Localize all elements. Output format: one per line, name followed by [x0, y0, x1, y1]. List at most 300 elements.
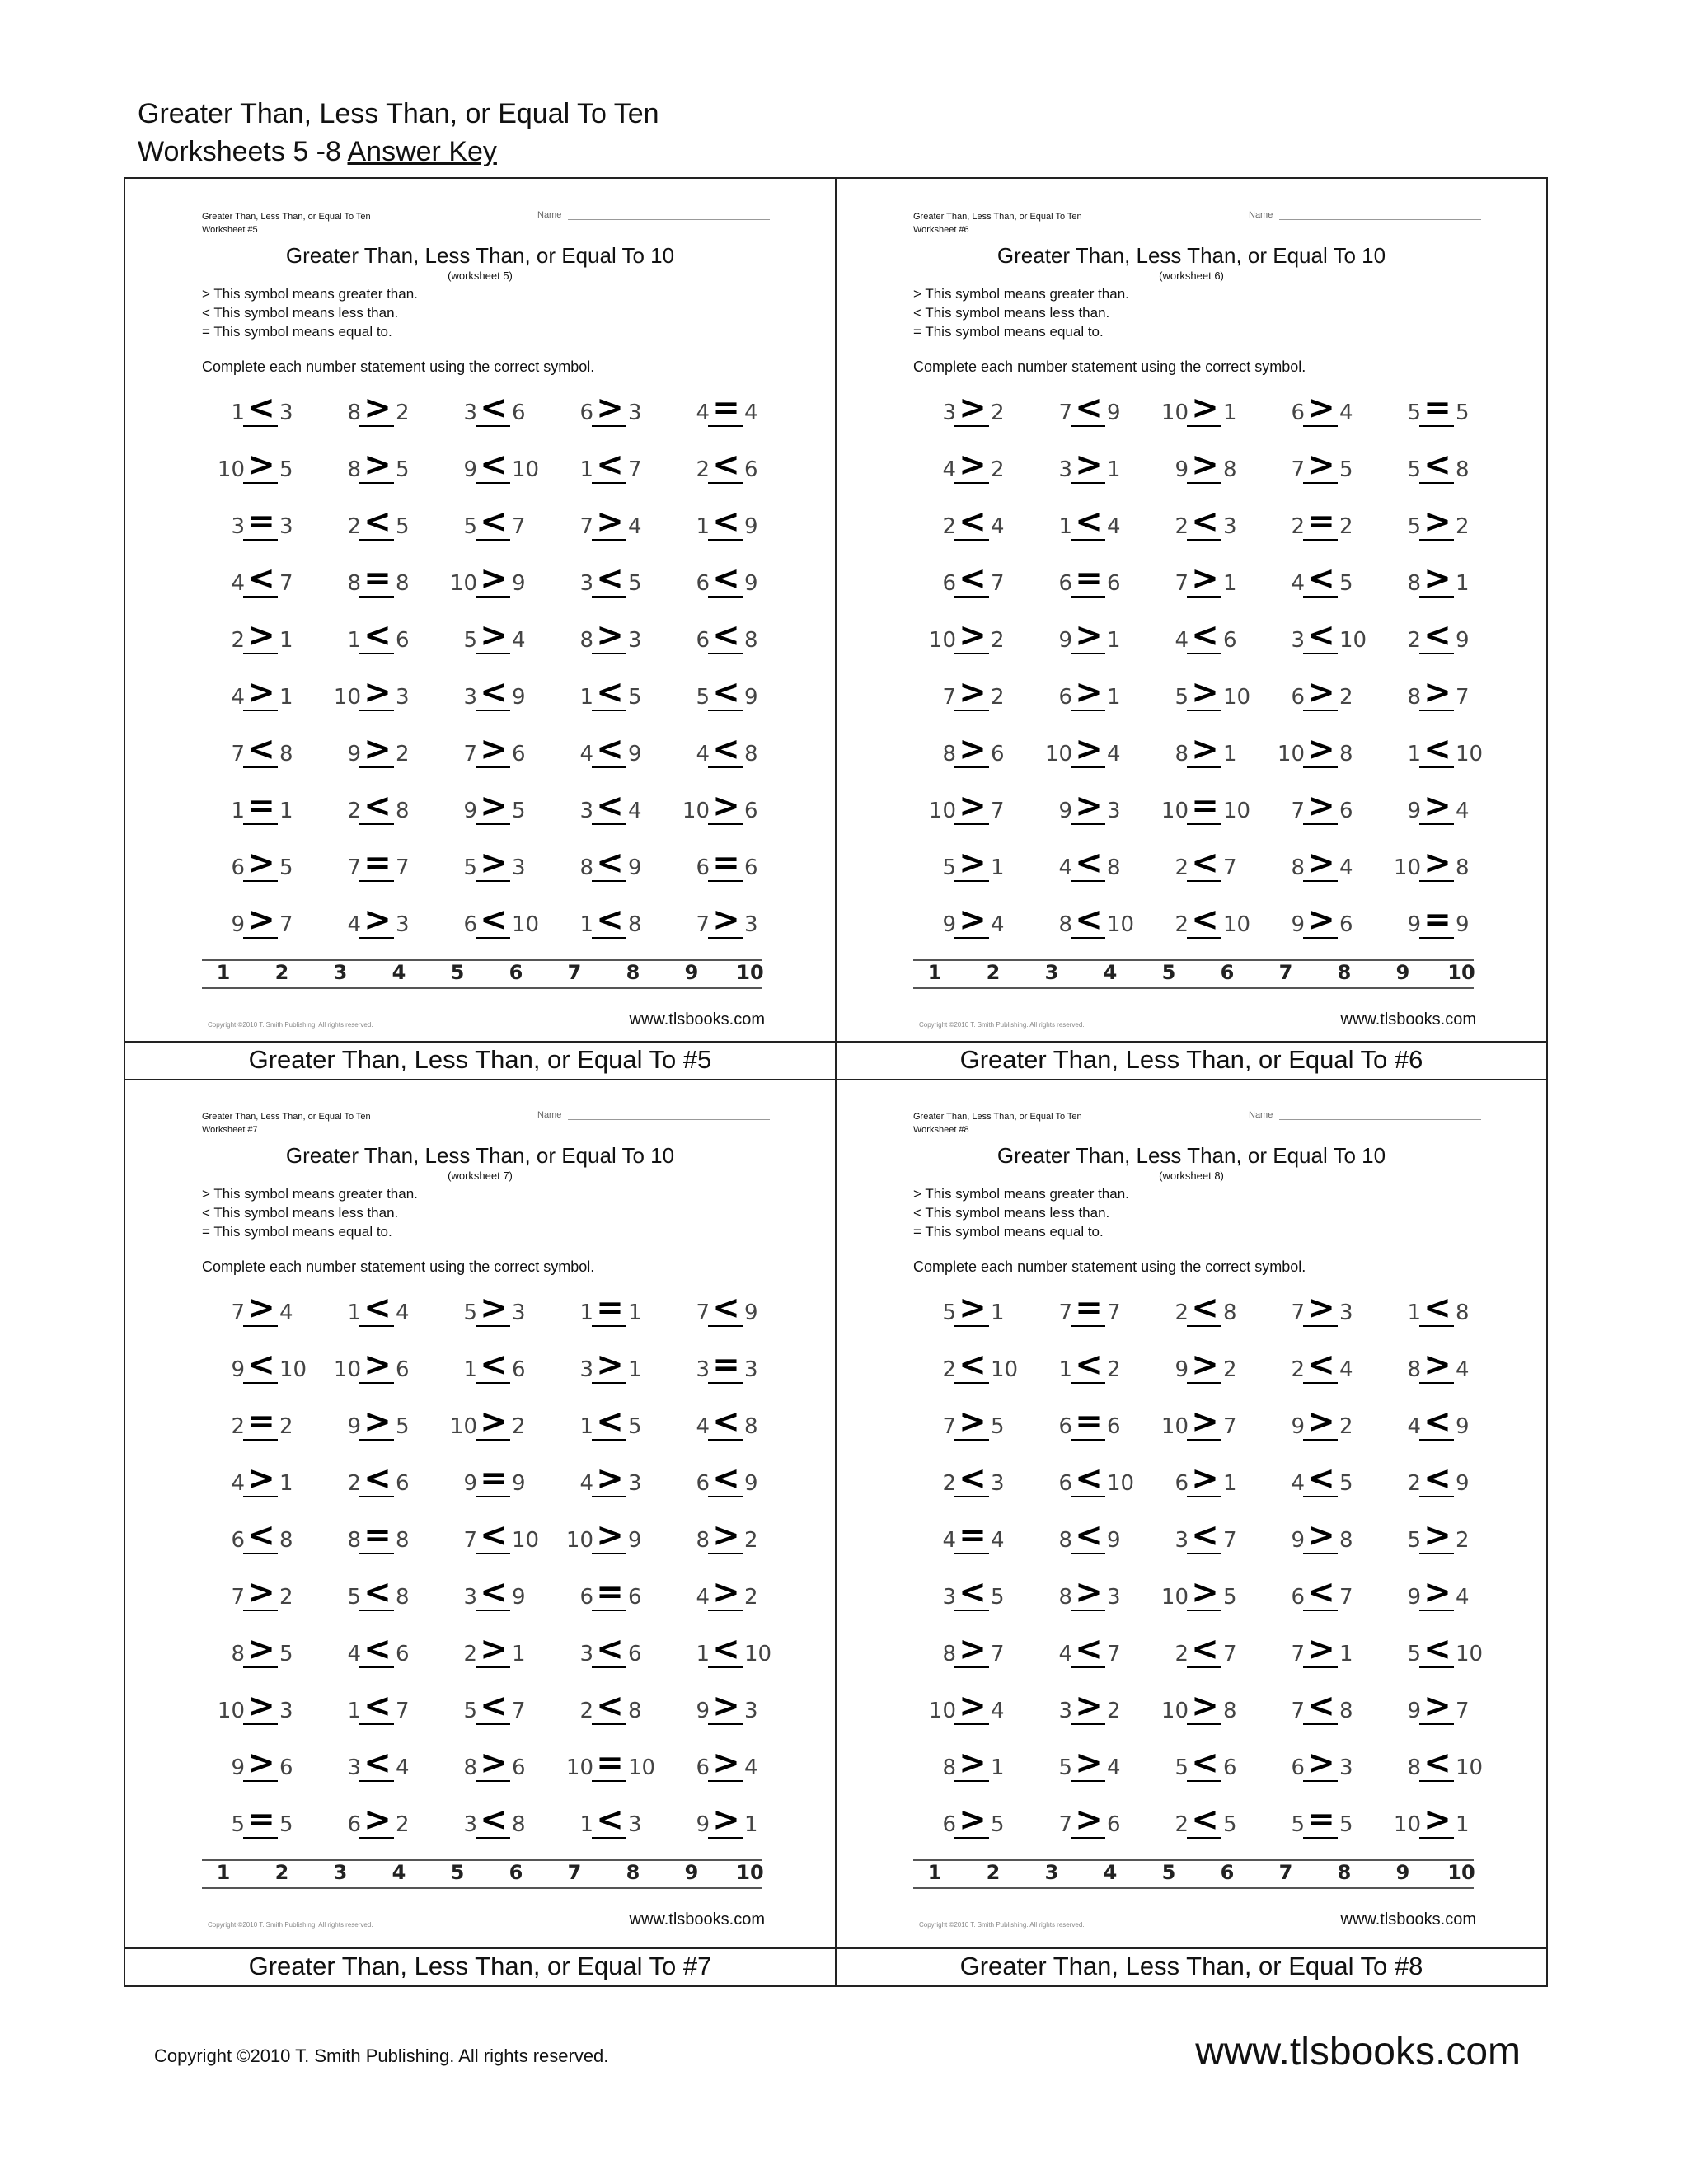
answer-blank — [954, 1723, 989, 1725]
number-line-label: 3 — [333, 961, 348, 984]
answer-symbol: > — [1307, 787, 1335, 825]
right-number: 6 — [1107, 1414, 1121, 1439]
left-number: 4 — [579, 1471, 593, 1496]
answer-blank — [359, 482, 394, 484]
answer-blank — [1071, 1780, 1105, 1782]
worksheet-url: www.tlsbooks.com — [1340, 1910, 1476, 1929]
right-number: 5 — [991, 1414, 1005, 1439]
number-line-label: 8 — [1337, 961, 1352, 984]
left-number: 9 — [1291, 1414, 1305, 1439]
problem — [434, 673, 550, 723]
left-number: 1 — [579, 1414, 593, 1439]
answer-symbol: < — [1075, 1630, 1103, 1668]
problem — [1029, 503, 1145, 552]
answer-symbol: < — [959, 1460, 987, 1497]
answer-symbol: < — [1423, 446, 1451, 484]
answer-symbol: = — [596, 1744, 624, 1782]
left-number: 5 — [1407, 457, 1421, 482]
problem — [913, 560, 1029, 609]
right-number: 3 — [628, 628, 642, 653]
right-number: 2 — [991, 628, 1005, 653]
problem — [913, 1801, 1029, 1850]
problem — [551, 1289, 666, 1338]
number-line-label: 7 — [567, 1861, 582, 1884]
right-number: 7 — [1223, 1528, 1237, 1553]
answer-blank — [476, 766, 510, 768]
answer-blank — [1071, 1666, 1105, 1668]
left-number: 9 — [1175, 1357, 1189, 1382]
problem — [318, 1801, 434, 1850]
problem — [1378, 1630, 1493, 1680]
left-number: 4 — [1058, 855, 1072, 880]
left-number: 10 — [449, 571, 477, 596]
number-line-label: 10 — [736, 1861, 764, 1884]
left-number: 4 — [696, 742, 710, 766]
problem — [1378, 616, 1493, 666]
worksheet-copyright: Copyright ©2010 T. Smith Publishing. All rights reserved. — [919, 1921, 1085, 1929]
right-number: 9 — [628, 1528, 642, 1553]
problem-row — [202, 730, 762, 786]
left-number: 6 — [463, 912, 477, 937]
left-number: 1 — [231, 401, 245, 425]
problem — [1262, 787, 1377, 837]
problem — [1262, 1346, 1377, 1395]
left-number: 2 — [1407, 628, 1421, 653]
answer-blank — [592, 539, 626, 541]
left-number: 2 — [1175, 912, 1189, 937]
answer-symbol: < — [1307, 1346, 1335, 1384]
answer-symbol: > — [1191, 1460, 1219, 1497]
right-number: 5 — [1339, 457, 1353, 482]
answer-symbol: < — [1423, 1289, 1451, 1327]
right-number: 5 — [396, 514, 410, 539]
left-number: 3 — [347, 1755, 361, 1780]
worksheet-url: www.tlsbooks.com — [1340, 1010, 1476, 1029]
problem — [913, 503, 1029, 552]
left-number: 7 — [463, 1528, 477, 1553]
answer-blank — [954, 823, 989, 825]
problem-row — [913, 901, 1474, 957]
answer-symbol: > — [1423, 1801, 1451, 1839]
left-number: 9 — [1058, 628, 1072, 653]
problem — [434, 1573, 550, 1623]
worksheet-title: Greater Than, Less Than, or Equal To 10 — [996, 243, 1386, 268]
problem — [1146, 446, 1261, 495]
problem — [1378, 1346, 1493, 1395]
answer-symbol: = — [1423, 389, 1451, 427]
right-number: 1 — [1107, 457, 1121, 482]
right-number: 1 — [279, 685, 293, 710]
problem — [434, 1687, 550, 1736]
right-number: 2 — [1456, 1528, 1470, 1553]
right-number: 9 — [512, 1471, 526, 1496]
answer-symbol: < — [1191, 503, 1219, 541]
answer-symbol: > — [363, 446, 392, 484]
answer-symbol: < — [596, 901, 624, 939]
right-number: 8 — [396, 1528, 410, 1553]
answer-symbol: < — [1307, 1460, 1335, 1497]
answer-symbol: = — [247, 787, 275, 825]
right-number: 3 — [1339, 1755, 1353, 1780]
problem — [1262, 1289, 1377, 1338]
answer-blank — [359, 1382, 394, 1384]
problem-row — [202, 1516, 762, 1572]
problem — [202, 1744, 317, 1793]
instructions: Complete each number statement using the correct symbol. — [913, 1258, 1306, 1275]
right-number: 2 — [396, 742, 410, 766]
answer-blank — [243, 1723, 278, 1725]
right-number: 4 — [991, 912, 1005, 937]
problem — [551, 1460, 666, 1509]
number-line-label: 5 — [1161, 1861, 1176, 1884]
answer-blank — [1071, 937, 1105, 939]
left-number: 4 — [1291, 571, 1305, 596]
right-number: 9 — [744, 1301, 758, 1325]
right-number: 2 — [744, 1528, 758, 1553]
worksheet-title: Greater Than, Less Than, or Equal To 10 — [285, 243, 675, 268]
left-number: 4 — [231, 1471, 245, 1496]
answer-symbol: = — [480, 1460, 508, 1497]
left-number: 9 — [463, 799, 477, 823]
left-number: 10 — [1277, 742, 1305, 766]
answer-blank — [243, 710, 278, 711]
problem — [202, 844, 317, 893]
answer-symbol: < — [480, 673, 508, 711]
answer-symbol: < — [363, 1744, 392, 1782]
problem — [667, 616, 782, 666]
answer-blank — [592, 1610, 626, 1611]
left-number: 1 — [579, 457, 593, 482]
left-number: 8 — [347, 571, 361, 596]
left-number: 3 — [1058, 1699, 1072, 1723]
problem — [1146, 844, 1261, 893]
answer-blank — [592, 1553, 626, 1554]
left-number: 9 — [1291, 912, 1305, 937]
problem — [913, 787, 1029, 837]
left-number: 7 — [231, 1301, 245, 1325]
problem — [913, 730, 1029, 780]
worksheet-number-label: Worksheet #6 — [913, 225, 969, 235]
answer-symbol: = — [1423, 901, 1451, 939]
problem — [434, 844, 550, 893]
right-number: 4 — [1107, 742, 1121, 766]
answer-blank — [1303, 880, 1338, 882]
right-number: 10 — [1223, 912, 1251, 937]
number-line-label: 7 — [1278, 961, 1293, 984]
series-label: Greater Than, Less Than, or Equal To Ten — [913, 1112, 1082, 1122]
problem — [1146, 673, 1261, 723]
problem — [434, 1630, 550, 1680]
answer-blank — [708, 1837, 743, 1839]
left-number: 10 — [449, 1414, 477, 1439]
answer-symbol: < — [363, 616, 392, 654]
right-number: 9 — [1456, 912, 1470, 937]
right-number: 7 — [512, 1699, 526, 1723]
right-number: 1 — [1339, 1642, 1353, 1666]
left-number: 1 — [463, 1357, 477, 1382]
right-number: 4 — [628, 799, 642, 823]
answer-symbol: > — [959, 901, 987, 939]
right-number: 8 — [1107, 855, 1121, 880]
number-line-label: 6 — [1220, 961, 1235, 984]
number-line-label: 5 — [450, 961, 465, 984]
left-number: 9 — [1407, 1585, 1421, 1610]
answer-blank — [243, 1610, 278, 1611]
problem-row — [202, 1346, 762, 1402]
answer-blank — [592, 823, 626, 825]
left-number: 6 — [696, 571, 710, 596]
problem — [318, 1744, 434, 1793]
answer-blank — [1071, 1837, 1105, 1839]
left-number: 4 — [696, 1414, 710, 1439]
problem — [434, 446, 550, 495]
left-number: 5 — [347, 1585, 361, 1610]
left-number: 4 — [231, 685, 245, 710]
left-number: 8 — [942, 742, 956, 766]
answer-blank — [1303, 823, 1338, 825]
problem-row — [202, 616, 762, 673]
right-number: 4 — [991, 514, 1005, 539]
problem — [913, 1460, 1029, 1509]
left-number: 10 — [1160, 1699, 1189, 1723]
problem — [667, 673, 782, 723]
answer-blank — [592, 1382, 626, 1384]
answer-blank — [1419, 539, 1454, 541]
answer-blank — [1419, 1553, 1454, 1554]
answer-blank — [243, 482, 278, 484]
name-line — [568, 1119, 770, 1120]
worksheet-copyright: Copyright ©2010 T. Smith Publishing. All rights reserved. — [208, 1921, 373, 1929]
answer-blank — [1187, 937, 1221, 939]
left-number: 9 — [463, 1471, 477, 1496]
left-number: 3 — [463, 685, 477, 710]
header-subtitle — [138, 133, 659, 171]
right-number: 2 — [744, 1585, 758, 1610]
right-number: 8 — [396, 799, 410, 823]
answer-symbol: > — [247, 844, 275, 882]
left-number: 7 — [1175, 571, 1189, 596]
right-number: 7 — [1339, 1585, 1353, 1610]
left-number: 5 — [1407, 401, 1421, 425]
rule-greater: > This symbol means greater than. — [913, 286, 1129, 302]
left-number: 6 — [1175, 1471, 1189, 1496]
answer-symbol: = — [596, 1289, 624, 1327]
problem-row — [913, 616, 1474, 673]
answer-blank — [476, 1439, 510, 1441]
problem — [1146, 787, 1261, 837]
answer-symbol: < — [596, 1801, 624, 1839]
answer-symbol: < — [363, 503, 392, 541]
answer-blank — [1419, 1837, 1454, 1839]
number-line-label: 2 — [274, 961, 289, 984]
answer-blank — [1187, 1837, 1221, 1839]
problem — [434, 1744, 550, 1793]
answer-symbol: < — [1191, 1289, 1219, 1327]
right-number: 4 — [991, 1699, 1005, 1723]
answer-blank — [359, 1780, 394, 1782]
worksheet-url: www.tlsbooks.com — [629, 1010, 765, 1029]
answer-symbol: > — [959, 844, 987, 882]
answer-blank — [476, 1780, 510, 1782]
worksheet-grid — [124, 177, 1548, 1987]
left-number: 3 — [942, 1585, 956, 1610]
right-number: 3 — [279, 514, 293, 539]
left-number: 5 — [1175, 685, 1189, 710]
answer-symbol: < — [1307, 1573, 1335, 1611]
problem — [434, 1801, 550, 1850]
answer-blank — [708, 1382, 743, 1384]
right-number: 8 — [628, 912, 642, 937]
left-number: 6 — [1058, 571, 1072, 596]
answer-blank — [954, 539, 989, 541]
answer-symbol: > — [1423, 1687, 1451, 1725]
problem — [551, 730, 666, 780]
left-number: 8 — [942, 1755, 956, 1780]
answer-symbol: > — [1307, 673, 1335, 711]
answer-symbol: > — [1191, 1573, 1219, 1611]
answer-symbol: < — [712, 616, 740, 654]
left-number: 7 — [463, 742, 477, 766]
left-number: 2 — [231, 1414, 245, 1439]
answer-symbol: > — [247, 673, 275, 711]
right-number: 7 — [396, 855, 410, 880]
left-number: 7 — [1058, 1301, 1072, 1325]
answer-blank — [1303, 539, 1338, 541]
left-number: 3 — [463, 1585, 477, 1610]
left-number: 4 — [347, 1642, 361, 1666]
answer-symbol: < — [959, 560, 987, 598]
problem — [1378, 787, 1493, 837]
answer-symbol: > — [363, 1346, 392, 1384]
left-number: 8 — [1407, 571, 1421, 596]
right-number: 6 — [396, 1357, 410, 1382]
answer-blank — [476, 1496, 510, 1497]
problem — [667, 446, 782, 495]
left-number: 5 — [231, 1812, 245, 1837]
problem — [667, 1516, 782, 1566]
left-number: 4 — [347, 912, 361, 937]
left-number: 3 — [579, 571, 593, 596]
left-number: 1 — [579, 912, 593, 937]
right-number: 1 — [991, 855, 1005, 880]
left-number: 9 — [347, 742, 361, 766]
right-number: 9 — [628, 742, 642, 766]
left-number: 8 — [1058, 912, 1072, 937]
problem — [913, 1687, 1029, 1736]
answer-blank — [708, 1325, 743, 1327]
right-number: 9 — [1456, 628, 1470, 653]
answer-symbol: < — [712, 730, 740, 768]
answer-symbol: < — [1423, 616, 1451, 654]
rule-equal: = This symbol means equal to. — [202, 324, 392, 340]
left-number: 1 — [347, 1301, 361, 1325]
answer-symbol: > — [480, 560, 508, 598]
answer-symbol: = — [712, 389, 740, 427]
left-number: 2 — [1175, 514, 1189, 539]
right-number: 4 — [1339, 401, 1353, 425]
answer-blank — [476, 1723, 510, 1725]
answer-symbol: < — [363, 1289, 392, 1327]
left-number: 8 — [1407, 685, 1421, 710]
problem — [913, 446, 1029, 495]
right-number: 4 — [279, 1301, 293, 1325]
problem — [667, 901, 782, 950]
problem-row — [913, 1516, 1474, 1572]
right-number: 5 — [1223, 1812, 1237, 1837]
answer-blank — [1303, 1610, 1338, 1611]
answer-symbol: < — [480, 389, 508, 427]
answer-blank — [708, 1439, 743, 1441]
left-number: 2 — [942, 514, 956, 539]
left-number: 1 — [579, 1812, 593, 1837]
answer-blank — [954, 1610, 989, 1611]
right-number: 1 — [1456, 571, 1470, 596]
problem — [202, 1801, 317, 1850]
answer-blank — [1187, 596, 1221, 598]
answer-symbol: > — [1075, 730, 1103, 768]
left-number: 1 — [579, 685, 593, 710]
problem — [1378, 1801, 1493, 1850]
right-number: 3 — [512, 855, 526, 880]
left-number: 1 — [1407, 742, 1421, 766]
problem — [318, 730, 434, 780]
answer-symbol: > — [1307, 1289, 1335, 1327]
answer-blank — [1187, 539, 1221, 541]
answer-symbol: < — [712, 1403, 740, 1441]
problem — [434, 560, 550, 609]
problem — [318, 1460, 434, 1509]
rule-less: < This symbol means less than. — [913, 305, 1110, 321]
left-number: 2 — [463, 1642, 477, 1666]
right-number: 6 — [744, 855, 758, 880]
left-number: 6 — [696, 1755, 710, 1780]
answer-symbol: < — [1075, 503, 1103, 541]
number-line-label: 7 — [567, 961, 582, 984]
right-number: 5 — [991, 1812, 1005, 1837]
right-number: 7 — [1223, 1642, 1237, 1666]
right-number: 3 — [628, 401, 642, 425]
answer-symbol: = — [596, 1573, 624, 1611]
answer-blank — [708, 653, 743, 654]
answer-blank — [1303, 710, 1338, 711]
problem-row — [913, 1289, 1474, 1345]
right-number: 7 — [1107, 1301, 1121, 1325]
number-line-label: 8 — [626, 1861, 640, 1884]
problem-row — [202, 901, 762, 957]
problem-row — [202, 446, 762, 502]
left-number: 10 — [682, 799, 710, 823]
problem — [1029, 616, 1145, 666]
right-number: 4 — [1107, 1755, 1121, 1780]
problem-row — [202, 673, 762, 729]
left-number: 7 — [942, 1414, 956, 1439]
left-number: 9 — [463, 457, 477, 482]
answer-symbol: > — [480, 844, 508, 882]
worksheet-number-label: Worksheet #7 — [202, 1125, 258, 1135]
answer-blank — [708, 1780, 743, 1782]
right-number: 6 — [1223, 1755, 1237, 1780]
problem — [1378, 446, 1493, 495]
left-number: 10 — [565, 1755, 593, 1780]
problem — [1378, 1460, 1493, 1509]
problem — [1262, 389, 1377, 438]
rule-less: < This symbol means less than. — [202, 305, 399, 321]
left-number: 10 — [565, 1528, 593, 1553]
right-number: 3 — [991, 1471, 1005, 1496]
problem — [202, 673, 317, 723]
left-number: 10 — [928, 628, 956, 653]
answer-symbol: < — [1075, 844, 1103, 882]
